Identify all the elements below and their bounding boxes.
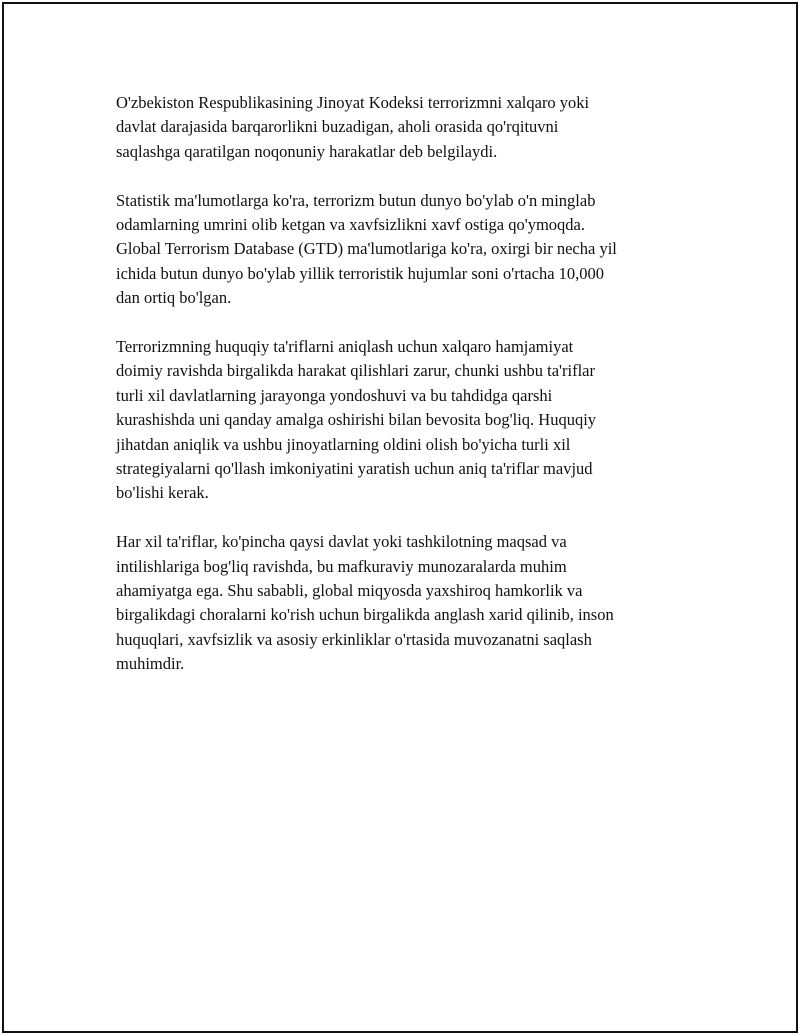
paragraph-ideological-debates: Har xil ta'riflar, ko'pincha qaysi davlat yoki tashkilotning maqsad va intilishlariga bog'liq ravishda, bu mafkuraviy munozaralarda muhim ahamiyatga ega. Shu sababli, global miqyosda yaxshiroq hamkorlik va birgalikdagi choralarni ko'rish uchun birgalikda anglash xarid qilinib, inson huquqlari, xavfsizlik va asosiy erkinliklar o'rtasida muvozanatni saqlash muhimdir. (116, 532, 614, 674)
paragraph-legal-definitions: Terrorizmning huquqiy ta'riflarni aniqlash uchun xalqaro hamjamiyat doimiy ravishda birgalikda harakat qilishlari zarur, chunki ushbu ta'riflar turli xil davlatlarning jarayonga yondoshuvi va bu tahdidga qarshi kurashishda uni qanday amalga oshirishi bilan bevosita bog'liq. Huquqiy jihatdan aniqlik va ushbu jinoyatlarning oldini olish bo'yicha turli xil strategiyalarni qo'llash imkoniyatini yaratish uchun aniq ta'riflar mavjud bo'lishi kerak. (116, 337, 597, 503)
paragraph-criminal-code-definition: O'zbekiston Respublikasining Jinoyat Kodeksi terrorizmni xalqaro yoki davlat darajasida barqarorlikni buzadigan, aholi orasida qo'rqituvni saqlashga qaratilgan noqonuniy harakatlar deb belgilaydi. (116, 93, 590, 161)
document-body (116, 91, 692, 701)
paragraph-statistics: Statistik ma'lumotlarga ko'ra, terrorizm butun dunyo bo'ylab o'n minglab odamlarning umrini olib ketgan va xavfsizlikni xavf ostiga qo'ymoqda. Global Terrorism Database (GTD) ma'lumotlariga ko'ra, oxirgi bir necha yil ichida butun dunyo bo'ylab yillik terroristik hujumlar soni o'rtacha 10,000 dan ortiq bo'lgan. (116, 190, 617, 308)
